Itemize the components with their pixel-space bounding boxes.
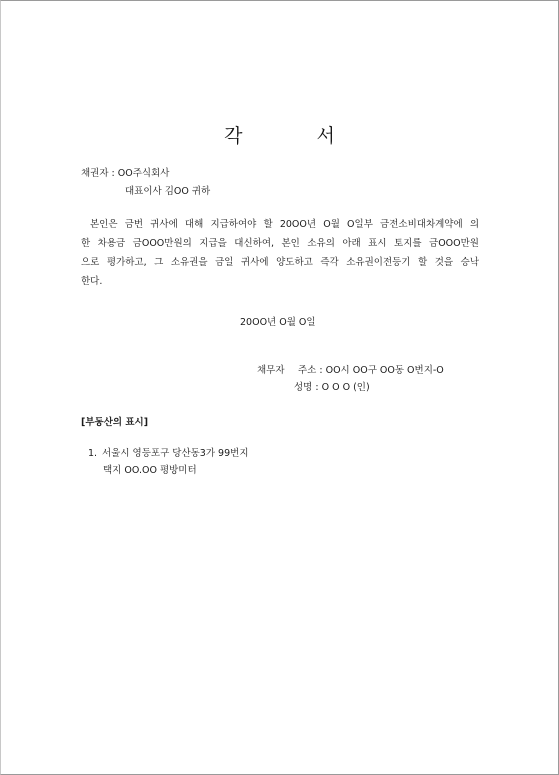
property-item-number: 1.: [88, 448, 98, 459]
body-line-1: 본인은 금번 귀사에 대해 지급하여야 할 20OO년 O월 O일부 금전소비대차계약에 의: [90, 219, 479, 230]
body-line-2: 한 차용금 금OOO만원의 지급을 대신하여, 본인 소유의 아래 표시 토지를 금OOO만원: [81, 238, 479, 249]
debtor-name: 성명 : O O O (인): [294, 382, 370, 393]
creditor-label: 채권자 :: [81, 168, 118, 179]
body-line-3: 으로 평가하고, 그 소유권을 금일 귀사에 양도하고 즉각 소유권이전등기 할 것을 승낙: [81, 257, 479, 268]
body-paragraph: [81, 215, 479, 291]
creditor-company: OO주식회사: [117, 168, 170, 179]
property-item-detail: 택지 OO.OO 평방미터: [103, 465, 197, 476]
property-item-address: 서울시 영등포구 당산동3가 99번지: [102, 448, 249, 459]
document-date: 20OO년 O월 O일: [240, 317, 316, 328]
creditor-line: [81, 169, 169, 179]
creditor-representative: 대표이사 김OO 귀하: [125, 186, 211, 197]
body-line-4: 한다.: [81, 276, 103, 287]
property-section-heading: [부동산의 표시]: [81, 417, 149, 428]
debtor-address: 주소 : OO시 OO구 OO동 O번지-O: [298, 365, 444, 376]
document-title: 각 서: [224, 125, 369, 147]
debtor-label: 채무자: [257, 365, 285, 376]
